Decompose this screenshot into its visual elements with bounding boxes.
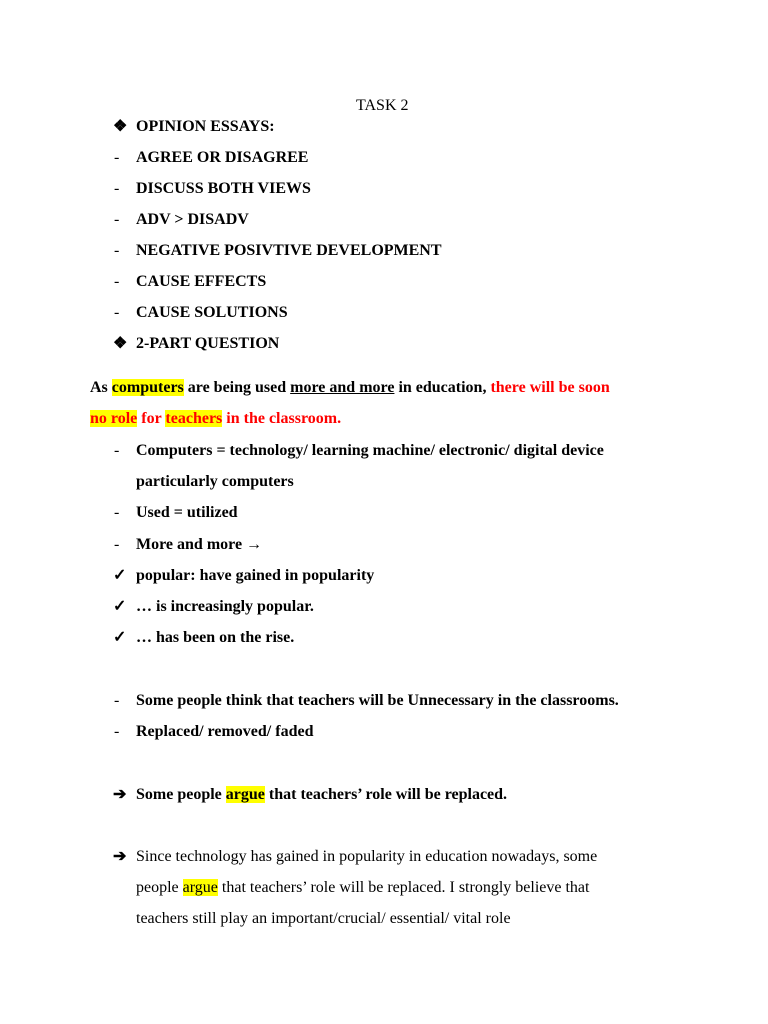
page-title: TASK 2 bbox=[356, 97, 409, 114]
diamond-bullet-icon: ❖ bbox=[113, 118, 128, 135]
intro-line-3: teachers still play an important/crucial/ essential/ vital role bbox=[136, 910, 511, 927]
note-used: Used = utilized bbox=[136, 504, 238, 521]
q-are-being-used: are being used bbox=[187, 379, 287, 396]
check-icon: ✓ bbox=[113, 567, 127, 584]
intro-line-1: Since technology has gained in popularity in education nowadays, some bbox=[136, 848, 598, 865]
q-as: As bbox=[90, 379, 108, 396]
dash-bullet: - bbox=[114, 273, 120, 290]
dash-bullet: - bbox=[114, 242, 120, 259]
argue-sentence bbox=[136, 785, 507, 805]
dash-bullet: - bbox=[114, 504, 120, 521]
note-some-people: Some people think that teachers will be Unnecessary in the classrooms. bbox=[136, 692, 619, 709]
question-line-1 bbox=[90, 378, 610, 398]
type-discuss: DISCUSS BOTH VIEWS bbox=[136, 180, 311, 197]
q-teachers-highlight: teachers bbox=[165, 410, 223, 427]
diamond-bullet-icon: ❖ bbox=[113, 335, 128, 352]
note-replaced: Replaced/ removed/ faded bbox=[136, 723, 314, 740]
dash-bullet: - bbox=[114, 149, 120, 166]
q-there-will-be-soon: there will be soon bbox=[490, 379, 610, 396]
q-no-role-highlight: no role bbox=[90, 410, 138, 427]
type-agree: AGREE OR DISAGREE bbox=[136, 149, 309, 166]
note-popular-2: … is increasingly popular. bbox=[136, 598, 314, 615]
q-in-classroom: in the classroom. bbox=[226, 410, 342, 427]
type-cause-effects: CAUSE EFFECTS bbox=[136, 273, 267, 290]
dash-bullet: - bbox=[114, 442, 120, 459]
note-popular-3: … has been on the rise. bbox=[136, 629, 295, 646]
argue-post: that teachers’ role will be replaced. bbox=[268, 786, 508, 803]
dash-bullet: - bbox=[114, 304, 120, 321]
question-line-2 bbox=[90, 409, 341, 429]
dash-bullet: - bbox=[114, 180, 120, 197]
type-adv: ADV > DISADV bbox=[136, 211, 249, 228]
note-popular-1: popular: have gained in popularity bbox=[136, 567, 375, 584]
type-negpos: NEGATIVE POSIVTIVE DEVELOPMENT bbox=[136, 242, 442, 259]
type-opinion: OPINION ESSAYS: bbox=[136, 118, 275, 135]
note-computers-1: Computers = technology/ learning machine/ electronic/ digital device bbox=[136, 442, 604, 459]
argue-highlight: argue bbox=[225, 786, 265, 803]
dash-bullet: - bbox=[114, 692, 120, 709]
type-cause-solutions: CAUSE SOLUTIONS bbox=[136, 304, 288, 321]
q-more-and-more: more and more bbox=[290, 379, 395, 396]
arrow-right-icon: ➔ bbox=[113, 786, 127, 803]
note-computers-2: particularly computers bbox=[136, 473, 294, 490]
check-icon: ✓ bbox=[113, 629, 127, 646]
q-computers-highlight: computers bbox=[111, 379, 184, 396]
q-in-education: in education, bbox=[398, 379, 487, 396]
q-for: for bbox=[141, 410, 162, 427]
intro-line-2-rest: that teachers’ role will be replaced. I strongly believe that bbox=[221, 879, 590, 896]
dash-bullet: - bbox=[114, 723, 120, 740]
note-more: More and more → bbox=[136, 536, 263, 553]
dash-bullet: - bbox=[114, 536, 120, 553]
intro-people: people bbox=[136, 879, 179, 896]
dash-bullet: - bbox=[114, 211, 120, 228]
type-two-part: 2-PART QUESTION bbox=[136, 335, 280, 352]
arrow-right-icon: ➔ bbox=[113, 848, 127, 865]
intro-argue-highlight: argue bbox=[182, 879, 218, 896]
intro-line-2 bbox=[136, 878, 589, 898]
argue-pre: Some people bbox=[136, 786, 222, 803]
check-icon: ✓ bbox=[113, 598, 127, 615]
